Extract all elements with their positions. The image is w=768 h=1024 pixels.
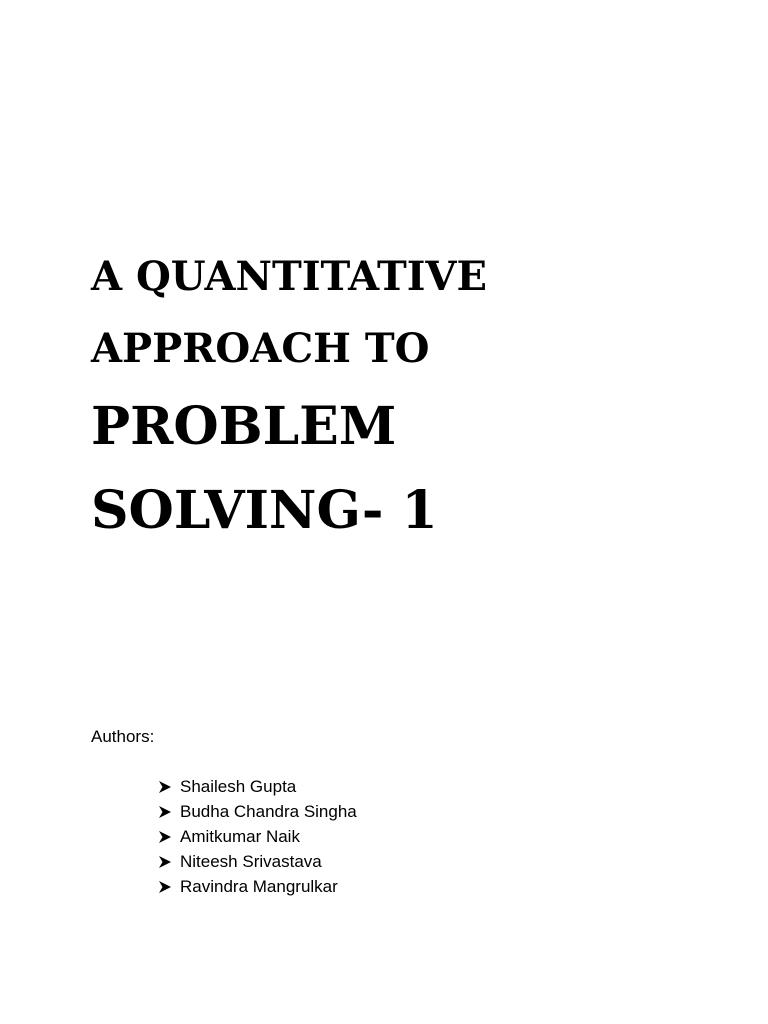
- author-item: [158, 774, 357, 799]
- arrowhead-bullet-icon: [158, 880, 172, 894]
- authors-label: Authors:: [91, 727, 155, 746]
- authors-list: [158, 774, 357, 899]
- arrowhead-bullet-icon: [158, 855, 172, 869]
- title-line-3: PROBLEM: [91, 396, 397, 457]
- arrowhead-bullet-icon: [158, 830, 172, 844]
- arrowhead-bullet-icon: [158, 780, 172, 794]
- author-name: Niteesh Srivastava: [180, 851, 322, 871]
- author-name: Amitkumar Naik: [180, 826, 300, 846]
- author-name: Ravindra Mangrulkar: [180, 876, 338, 896]
- book-title: [91, 245, 731, 541]
- author-item: [158, 849, 357, 874]
- title-line-1: A QUANTITATIVE: [91, 253, 487, 300]
- author-item: [158, 824, 357, 849]
- title-line-4: SOLVING- 1: [91, 480, 438, 541]
- title-line-2: APPROACH TO: [91, 325, 430, 372]
- author-name: Shailesh Gupta: [180, 776, 297, 796]
- author-item: [158, 799, 357, 824]
- author-item: [158, 874, 357, 899]
- author-name: Budha Chandra Singha: [180, 801, 357, 821]
- arrowhead-bullet-icon: [158, 805, 172, 819]
